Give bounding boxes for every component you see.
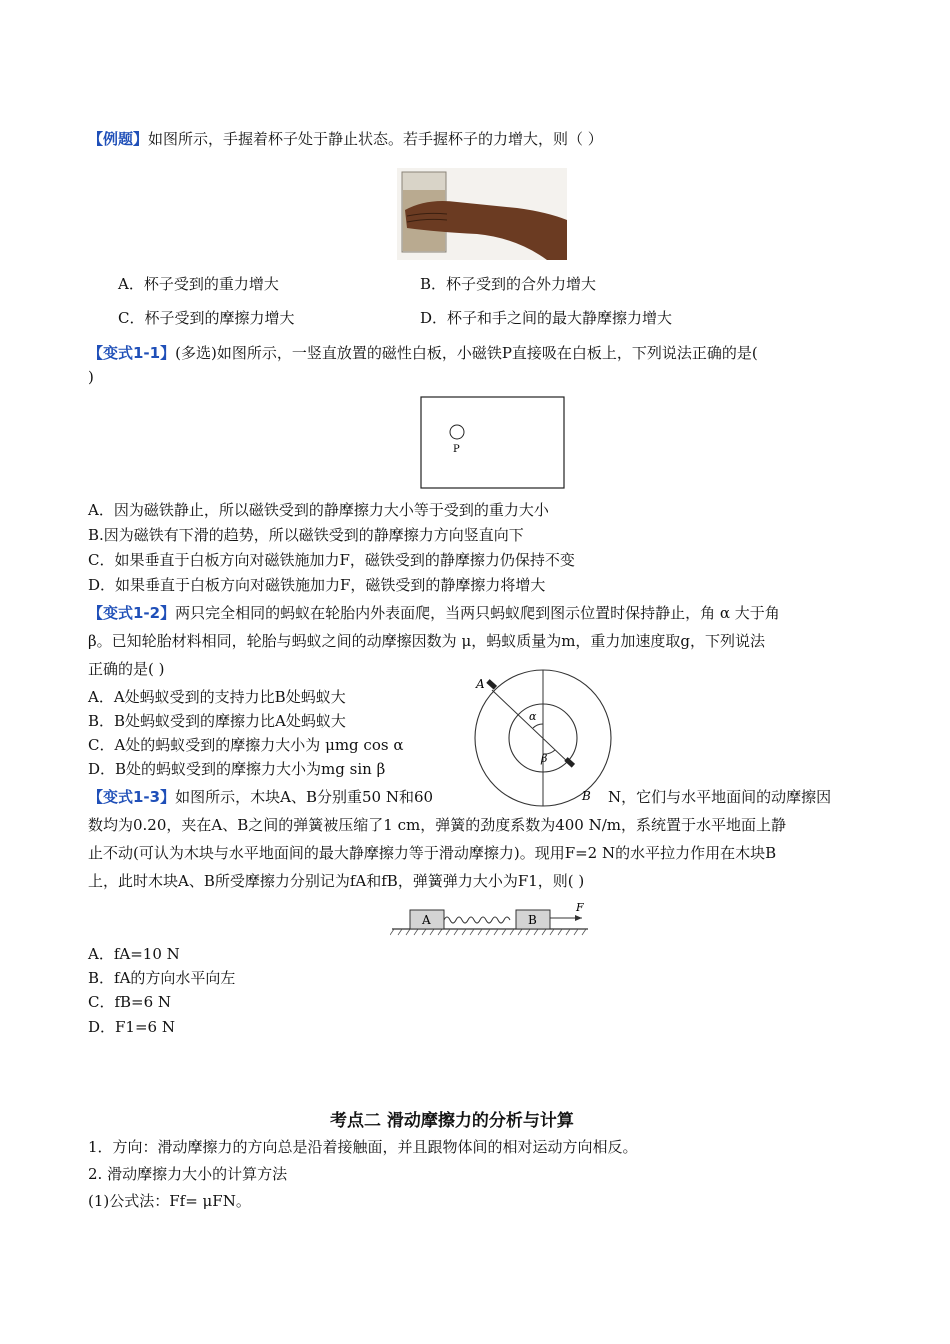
variant-1-2-question (88, 602, 780, 623)
variant-1-1-tag: 【变式1-1】 (88, 344, 176, 362)
variant-1-2-option-b: B．B处蚂蚁受到的摩擦力比A处蚂蚁大 (88, 712, 346, 730)
magnet-circle (450, 425, 464, 439)
section-2-p3: (1)公式法：Ff= μFN。 (88, 1192, 251, 1210)
variant-1-1-option-a: A．因为磁铁静止，所以磁铁受到的静摩擦力大小等于受到的重力大小 (88, 501, 549, 519)
tire-label-b: B (582, 789, 591, 803)
variant-1-3-question (88, 786, 433, 807)
section-2-p1: 1．方向：滑动摩擦力的方向总是沿着接触面，并且跟物体间的相对运动方向相反。 (88, 1138, 638, 1156)
blocks-spring-figure (390, 898, 590, 938)
variant-1-3-option-c: C．fB=6 N (88, 993, 172, 1011)
variant-1-3-line4: 上，此时木块A、B所受摩擦力分别记为fA和fB，弹簧弹力大小为F1，则( ) (88, 872, 585, 890)
variant-1-3-line1a: 如图所示，木块A、B分别重50 N和60 (175, 788, 434, 806)
block-b-label: B (528, 913, 537, 927)
example-option-b: B．杯子受到的合外力增大 (420, 275, 597, 293)
variant-1-2-option-d: D．B处的蚂蚁受到的摩擦力大小为mg sin β (88, 760, 386, 778)
variant-1-3-option-d: D．F1=6 N (88, 1018, 175, 1036)
variant-1-3-line3: 止不动(可认为木块与水平地面间的最大静摩擦力等于滑动摩擦力)。现用F=2 N的水平拉力作用在木块B (88, 844, 777, 862)
example-question (88, 128, 603, 149)
spring (444, 917, 510, 923)
variant-1-1-line1: (多选)如图所示，一竖直放置的磁性白板，小磁铁P直接吸在白板上，下列说法正确的是( (175, 344, 758, 362)
variant-1-2-option-a: A．A处蚂蚁受到的支持力比B处蚂蚁大 (88, 688, 346, 706)
tire-label-beta: β (541, 752, 548, 765)
variant-1-1-option-d: D．如果垂直于白板方向对磁铁施加力F，磁铁受到的静摩擦力将增大 (88, 576, 546, 594)
force-label: F (576, 901, 584, 914)
whiteboard-figure (420, 396, 566, 490)
variant-1-1-line2: ) (88, 368, 94, 386)
variant-1-2-line1: 两只完全相同的蚂蚁在轮胎内外表面爬，当两只蚂蚁爬到图示位置时保持静止，角 α 大于角 (175, 604, 780, 622)
example-option-a: A．杯子受到的重力增大 (118, 275, 279, 293)
example-tag: 【例题】 (88, 130, 149, 148)
variant-1-1-option-c: C．如果垂直于白板方向对磁铁施加力F，磁铁受到的静摩擦力仍保持不变 (88, 551, 575, 569)
tire-label-alpha: α (529, 710, 537, 723)
section-2-p2: 2. 滑动摩擦力大小的计算方法 (88, 1165, 288, 1183)
example-option-d: D．杯子和手之间的最大静摩擦力增大 (420, 309, 673, 327)
variant-1-2-option-c: C．A处的蚂蚁受到的摩擦力大小为 μmg cos α (88, 736, 404, 754)
variant-1-2-tag: 【变式1-2】 (88, 604, 176, 622)
section-2-title: 考点二 滑动摩擦力的分析与计算 (330, 1111, 574, 1131)
variant-1-1-option-b: B.因为磁铁有下滑的趋势，所以磁铁受到的静摩擦力方向竖直向下 (88, 526, 524, 544)
magnet-label: P (453, 444, 460, 455)
variant-1-2-line2: β。已知轮胎材料相同，轮胎与蚂蚁之间的动摩擦因数为 μ，蚂蚁质量为m，重力加速度取g，下列说法 (88, 632, 766, 650)
hand-cup-figure (397, 168, 567, 260)
variant-1-2-line3: 正确的是( ) (88, 660, 165, 678)
block-a-label: A (422, 913, 431, 927)
example-option-c: C．杯子受到的摩擦力增大 (118, 309, 295, 327)
tire-figure (470, 668, 616, 808)
variant-1-1-question (88, 342, 758, 363)
example-text: 如图所示，手握着杯子处于静止状态。若手握杯子的力增大，则（ ） (148, 130, 603, 148)
tire-label-a: A (476, 677, 485, 691)
variant-1-3-tag: 【变式1-3】 (88, 788, 176, 806)
variant-1-3-line1b: N，它们与水平地面间的动摩擦因 (608, 788, 832, 806)
variant-1-3-line2: 数均为0.20，夹在A、B之间的弹簧被压缩了1 cm，弹簧的劲度系数为400 N/m，系统置于水平地面上静 (88, 816, 786, 834)
variant-1-3-option-a: A．fA=10 N (88, 945, 180, 963)
variant-1-3-option-b: B．fA的方向水平向左 (88, 969, 236, 987)
